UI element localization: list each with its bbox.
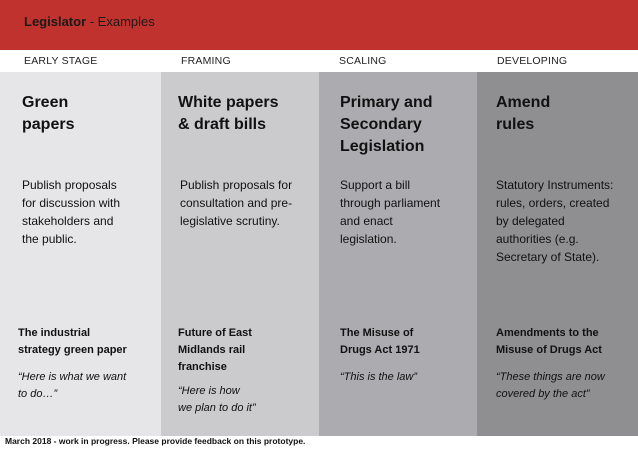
column-heading: White papers & draft bills [178, 94, 279, 133]
example-title: Amendments to the Misuse of Drugs Act [496, 327, 602, 356]
stage-label-framing: FRAMING [181, 55, 231, 67]
stage-label-scaling: SCALING [339, 55, 387, 67]
stage-label-developing: DEVELOPING [497, 55, 568, 67]
column-heading: Primary and Secondary Legislation [340, 94, 433, 155]
column-description: Publish proposals for discussion with stakeholders and the public. [22, 178, 121, 246]
stage-labels [0, 50, 638, 72]
title-bold: Legislator [24, 14, 87, 29]
title-rest: - Examples [86, 14, 155, 29]
page-title [24, 14, 155, 29]
column-scaling [319, 72, 477, 436]
example-quote: “Here is how we plan to do it” [178, 385, 256, 414]
example-quote: “This is the law” [340, 371, 418, 383]
column-framing [161, 72, 319, 436]
column-early-stage [0, 72, 161, 436]
footer-note: March 2018 - work in progress. Please provide feedback on this prototype. [5, 436, 306, 446]
example-quote: “These things are now covered by the act” [496, 371, 605, 400]
header-banner [0, 0, 638, 50]
example-title: The Misuse of Drugs Act 1971 [340, 327, 420, 356]
column-heading: Amend rules [496, 94, 551, 133]
column-description: Statutory Instruments: rules, orders, created by delegated authorities (e.g. Secretary of State). [496, 178, 614, 264]
column-heading: Green papers [22, 94, 75, 133]
example-quote: “Here is what we want to do…” [18, 371, 127, 400]
example-title: Future of East Midlands rail franchise [178, 327, 252, 373]
column-developing [477, 72, 638, 436]
column-description: Publish proposals for consultation and pre- legislative scrutiny. [180, 178, 293, 228]
column-description: Support a bill through parliament and enact legislation. [340, 178, 441, 246]
example-title: The industrial strategy green paper [18, 327, 127, 356]
stage-label-early: EARLY STAGE [24, 55, 98, 67]
